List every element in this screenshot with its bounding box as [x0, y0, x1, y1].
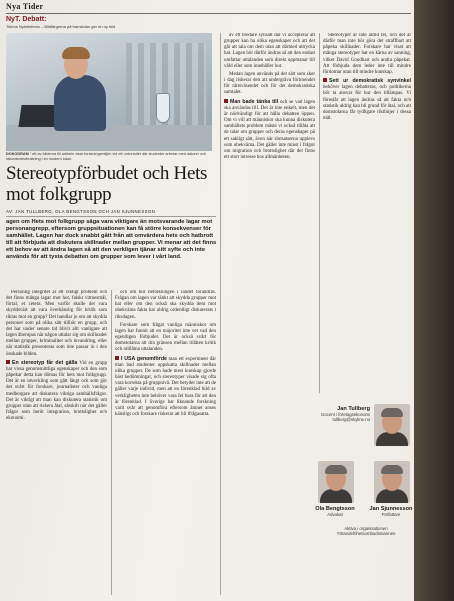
paragraph-text: och se vad lagen ska användas till. Det är inte enkelt, men det är nödvändigt för att hålla debatten öppen. Om vi vill att människor ska kunna diskutera samhällets problem måste vi också tillåta att de talar om grupper och deras egenskaper på ett sakligt sätt, även när slutsatserna upplevs som obekväma. Det gäller inte minst i frågor om migration och brottslighet där det finns ett stort intresse hos allmänheten.	[224, 99, 315, 160]
author-card-1	[318, 406, 370, 423]
photo-person-hair	[62, 47, 90, 59]
author-role: Advokat	[327, 512, 343, 517]
portrait-shoulders	[376, 489, 408, 503]
subhead-marker	[115, 356, 119, 360]
author-name: Jan Tullberg	[337, 406, 370, 412]
portrait-shoulders	[376, 432, 408, 446]
paragraph	[115, 356, 216, 419]
article-byline: AV: JAN TULLBERG, OLA BENGTSSON OCH JAN SJUNNESSON	[6, 209, 216, 217]
author-portrait-jan-tullberg	[374, 404, 410, 446]
portrait-hair	[381, 408, 403, 417]
caption-lead: DOKODRAM	[6, 152, 29, 156]
author-role: Författare	[381, 512, 401, 517]
paragraph-text: behöver lagen debatteras, och politikerna bör ta ansvar för hur den tillämpas. Vi föreslår att lagen ändras så att fakta och statistik aldrig kan bli grund för åtal, och att domstolarna får tydligare riktlinjer i dessa mål.	[323, 85, 411, 122]
photo-caption	[6, 152, 212, 162]
paragraph: Medan lagen används på det sätt som sker i dag riskerar den att undergräva förtroendet för rättsväsendet och för det demokratiska samtalet.	[224, 71, 315, 96]
paragraph: av ett bredare synsätt där vi accepterar att grupper kan ha olika egenskaper och att det går att tala om dem utan att därmed uttrycka hat. Lagen bör därför ändras så att den endast omfattar uttalanden som direkt uppmanar till våld eller som innehåller hot.	[224, 33, 315, 69]
paragraph	[323, 78, 411, 122]
masthead	[6, 2, 411, 14]
subhead: Sett ur demokratisk synvinkel	[329, 78, 411, 85]
body-column-3	[224, 33, 315, 595]
author-card-2	[306, 506, 364, 517]
author-portrait-ola-bengtsson	[318, 461, 354, 503]
body-column-1	[6, 290, 107, 595]
subhead-marker	[6, 360, 10, 364]
author-footer	[322, 526, 410, 537]
article-lead: agen om Hets mot folkgrupp säga vara viktigare än motsvarande lagar mot personangrepp, eftersom gruppsituationen kan få större konsekvenser för samhället. Lagen har dock snabbt gått från att omvärdera hets och hatbrott till att förbjuda att diskutera skillnader mellan grupper. Vi menar att det finns ett behov av att ändra lagen så att den verkligen tjänar sitt syfte och inte används för att tysta debatten om grupper som lever i vårt land.	[6, 219, 217, 261]
photo-person	[54, 75, 106, 131]
kicker-subtitle: Tidens Nyhetsfenix – Bildfärgerna på framsidan ger en ny bild	[6, 24, 116, 29]
paragraph: Stereotyper är inte alltid fel, och det är därför man inte bör göra det straffbart att påpeka skillnader. Forskare har visat att många stereotyper har en kärna av sanning, vilket David Goodhart och andra påpekat. Att förbjuda dem leder inte till mindre fördomar utan till mindre kunskap.	[323, 33, 411, 75]
paragraph: Forskare som frågat vanliga människor om lagen har funnit att en majoritet inte vet vad den egentligen förbjuder. Det är också svårt för domstolarna att dra gränsen mellan tillåten kritik och otillåtna uttalanden.	[115, 322, 216, 353]
author-email: tullberg@skyline.nu	[332, 417, 370, 423]
column-divider	[220, 33, 221, 595]
body-column-4	[323, 33, 411, 393]
author-organisation: Aktiva i organisationen Yttrandefrihetsombudsmannen	[336, 526, 396, 537]
portrait-shoulders	[320, 489, 352, 503]
photo-table	[6, 125, 212, 151]
section-kicker: NyT. Debatt:	[6, 16, 47, 23]
column-divider	[319, 33, 320, 393]
subhead: Man bade tänka till	[230, 98, 279, 105]
paragraph	[6, 360, 107, 423]
portrait-hair	[381, 465, 403, 474]
subhead: I USA genomförde	[121, 355, 167, 362]
subhead-marker	[224, 99, 228, 103]
photo-flask	[156, 93, 170, 123]
column-divider	[111, 290, 112, 595]
article-photo	[6, 33, 212, 151]
author-name: Jan Sjunnesson	[369, 506, 413, 512]
paragraph-text: man ett experiment där man bad studenter uppskatta skillnader mellan olika grupper. De som hade mest kunskap gjorde bäst bedömningar, och stereotyper visade sig ofta vara korrekta på gruppnivå. Det betyder inte att de gäller varje individ, men att en förenklad bild av verkligheten inte behöver vara fel bara för att den är förenklad. I Sverige har liknande forskning varit svår att genomföra eftersom ämnet anses känsligt och forskare riskerar att bli ifrågasatta.	[115, 356, 216, 417]
paragraph: och om hur befolkningen i landet förändras. Frågan om lagen var tänkt att skydda grupper mot hat eller om den också ska skydda dem mot obekväma fakta har aldrig ordentligt diskuterats i riksdagen.	[115, 290, 216, 320]
subhead: En stereotyp får det gälla	[12, 359, 78, 366]
subhead-marker	[323, 78, 327, 82]
paragraph-text: Vid en grupp har vissa genomsnittliga egenskaper och den som påpekar detta kan dömas för hets mot folkgrupp. Det är en utveckling som gått långt och som gör det svårt för forskare, journalister och vanliga medborgare att diskutera viktiga samhällsfrågor. Det är viktigt att man kan diskutera statistik om grupper utan att riskera åtal, särskilt när det gäller frågor som berör integration, brottslighet och ekonomi.	[6, 360, 107, 422]
paragraph	[224, 99, 315, 162]
author-role: Docent i företagsekonomi	[321, 412, 370, 417]
paragraph: Personlig integritet är ett viktigt problem och det finns många lagar mot hot, falskt vittnesmål, förtal, et cetera. Men varför skulle det vara skyddsvärt att vara överkänslig för kritik som riktas mot en grupp? Det handlar ju om att skydda personer som på olika sätt tillhör en grupp, och det har under senare tid blivit allt vanligare att lagen åberopas när någon uttalar sig om skillnader mellan grupper, kriminalitet och invandring, eller när statistik presenteras som inte passar in i den önskade bilden.	[6, 290, 107, 357]
body-column-2	[115, 290, 216, 595]
author-card-3	[362, 506, 420, 517]
newspaper-name: Nya Tider	[6, 2, 44, 11]
caption-text: " ett av bilderna till artikeln visar forskningsmiljön vid ett universitet där studenter arbetar med datorer och laboratorieutrustning i en modern lokal.	[6, 152, 207, 161]
author-name: Ola Bengtsson	[315, 506, 355, 512]
table-background	[414, 0, 454, 601]
author-portrait-jan-sjunnesson	[374, 461, 410, 503]
portrait-hair	[325, 465, 347, 474]
article-headline: Stereotypförbudet och Hets mot folkgrupp	[6, 163, 208, 205]
